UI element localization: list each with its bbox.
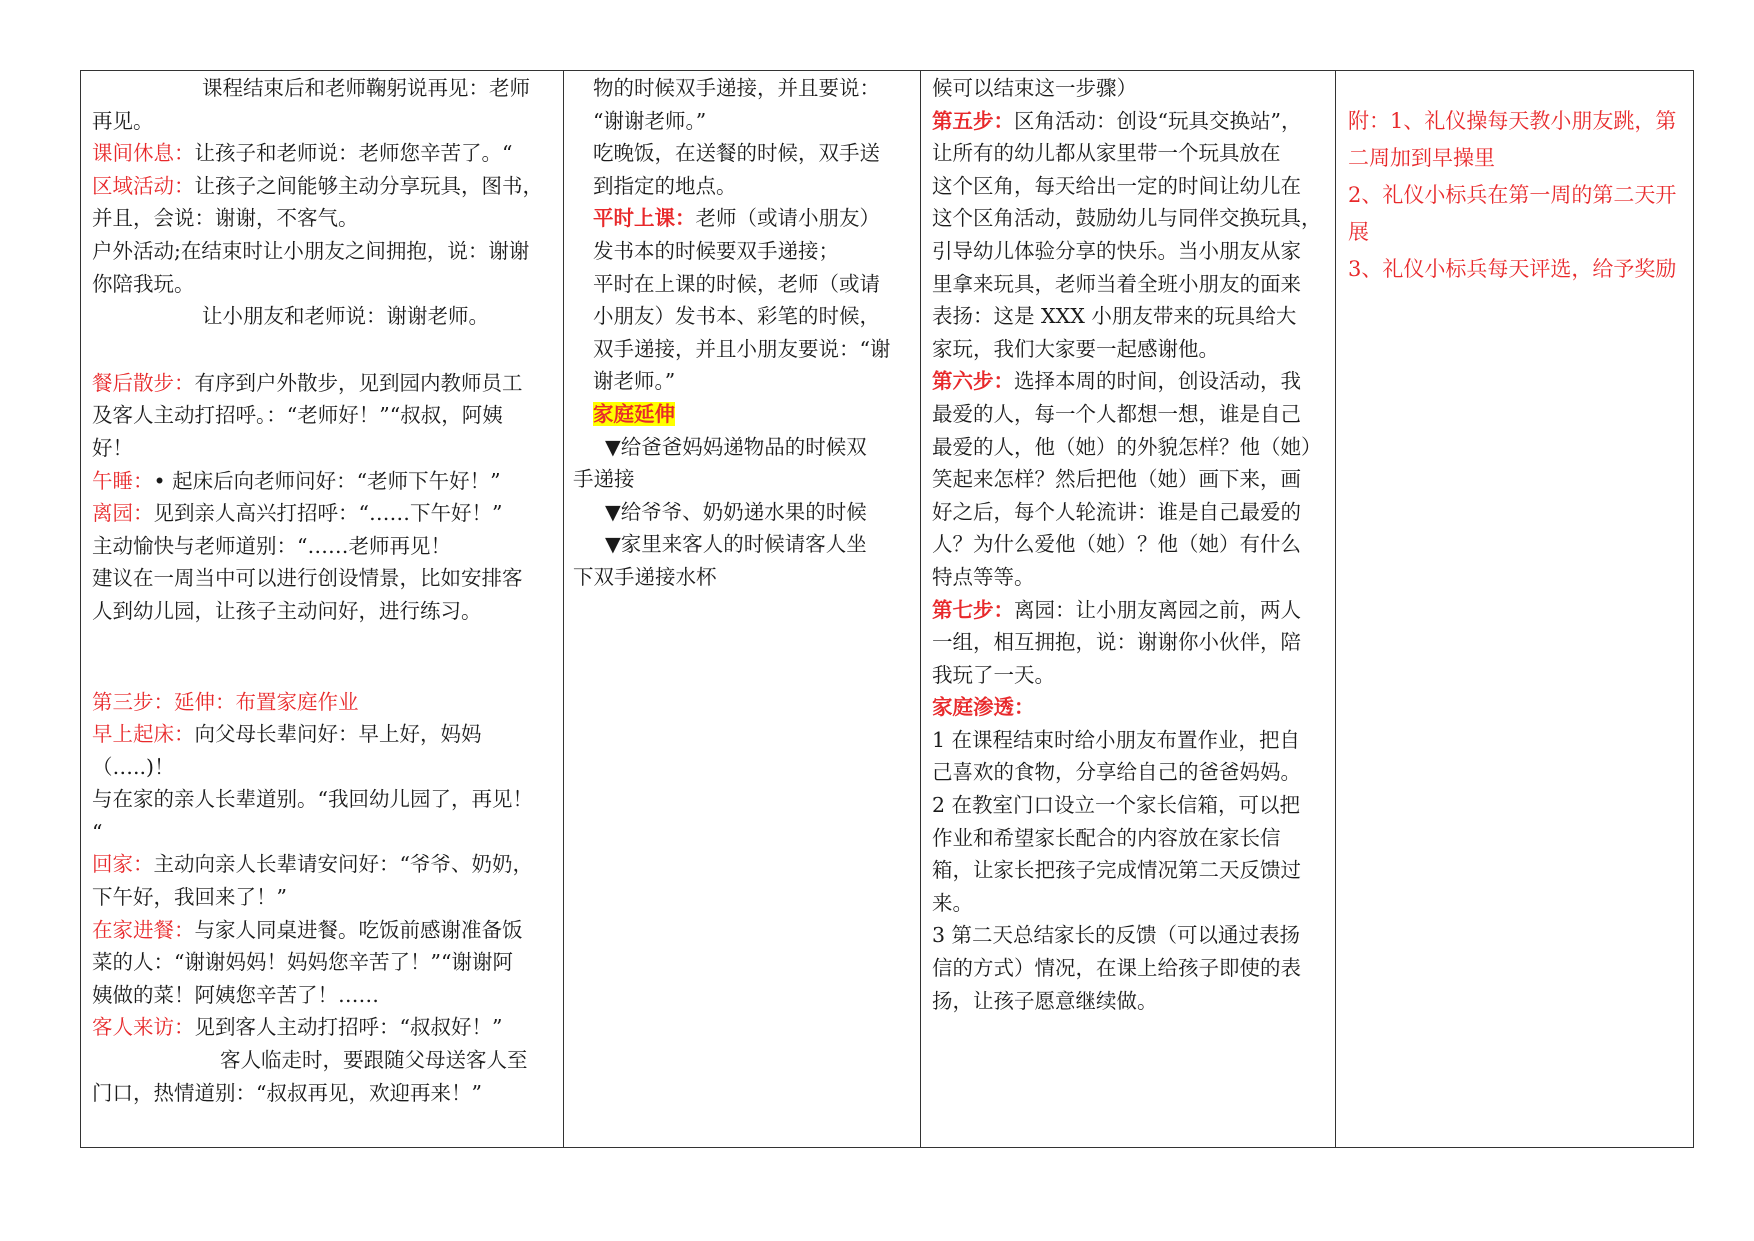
- text-line: [573, 398, 912, 431]
- text-line: [932, 528, 1327, 561]
- line-text: 2 在教室门口设立一个家长信箱，可以把: [932, 793, 1301, 818]
- text-line: [92, 1044, 555, 1077]
- line-text: 己喜欢的食物，分享给自己的爸爸妈妈。: [932, 760, 1301, 785]
- line-text: 家玩，我们大家要一起感谢他。: [932, 336, 1219, 361]
- text-line: [92, 946, 555, 979]
- section-label: 第五步：: [932, 108, 1014, 133]
- line-text: 作业和希望家长配合的内容放在家长信: [932, 825, 1281, 850]
- text-line: [92, 170, 555, 203]
- text-line: [92, 72, 555, 105]
- line-text: 离园：让小朋友离园之前，两人: [1014, 597, 1301, 622]
- line-text: 引导幼儿体验分享的快乐。当小朋友从家: [932, 238, 1301, 263]
- text-line: [573, 105, 912, 138]
- line-text: 让所有的幼儿都从家里带一个玩具放在: [932, 141, 1281, 166]
- text-line: [932, 822, 1327, 855]
- line-text: 扬，让孩子愿意继续做。: [932, 988, 1158, 1013]
- line-text: 见到亲人高兴打招呼：“……下午好！”: [153, 501, 503, 526]
- line-text: 并且，会说：谢谢，不客气。: [92, 206, 359, 231]
- line-text: • 起床后向老师问好：“老师下午好！”: [153, 468, 501, 493]
- line-text: 菜的人：“谢谢妈妈！妈妈您辛苦了！”“谢谢阿: [92, 950, 513, 975]
- line-text: 选择本周的时间，创设活动，我: [1014, 369, 1301, 394]
- table-column-1: [81, 71, 564, 1147]
- section-label: 客人来访：: [92, 1015, 195, 1040]
- text-line: [92, 914, 555, 947]
- text-line: [932, 137, 1327, 170]
- text-line: [932, 300, 1327, 333]
- text-line: [932, 333, 1327, 366]
- text-line: [573, 170, 912, 203]
- line-text: 有序到户外散步，见到园内教师员工: [194, 370, 523, 395]
- line-text: 客人临走时，要跟随父母送客人至: [220, 1048, 528, 1073]
- section-label: 课间休息：: [92, 141, 195, 166]
- line-text: 人？为什么爱他（她）？他（她）有什么: [932, 532, 1301, 557]
- line-text: 一组，相互拥抱，说：谢谢你小伙伴，陪: [932, 630, 1301, 655]
- text-line: [932, 72, 1327, 105]
- line-text: 到指定的地点。: [593, 173, 737, 198]
- text-line: [92, 816, 555, 849]
- line-text: 主动向亲人长辈请安问好：“爷爷、奶奶，: [153, 852, 533, 877]
- text-line: [92, 1011, 555, 1044]
- text-line: [573, 528, 912, 561]
- text-line: [932, 594, 1327, 627]
- text-line: [932, 887, 1327, 920]
- line-text: 1 在课程结束时给小朋友布置作业，把自: [932, 727, 1301, 752]
- line-text: 3 第二天总结家长的反馈（可以通过表扬: [932, 923, 1301, 948]
- line-text: 你陪我玩。: [92, 271, 195, 296]
- note-line: 二周加到早操里: [1348, 146, 1495, 170]
- line-text: 让孩子之间能够主动分享玩具，图书，: [194, 173, 543, 198]
- line-text: 谢老师。”: [593, 369, 676, 394]
- section-label: 早上起床：: [92, 722, 195, 747]
- text-line: [92, 268, 555, 301]
- line-text: 特点等等。: [932, 564, 1035, 589]
- line-text: 课程结束后和老师鞠躬说再见：老师: [202, 76, 530, 100]
- section-label: 区域活动：: [92, 173, 195, 198]
- section-label: 离园：: [92, 501, 154, 526]
- text-line: [932, 202, 1327, 235]
- line-text: 这个区角活动，鼓励幼儿与同伴交换玩具，: [932, 206, 1322, 231]
- text-line: [92, 105, 555, 138]
- text-line: [573, 268, 912, 301]
- text-line: [932, 398, 1327, 431]
- line-text: 发书本的时候要双手递接；: [593, 238, 839, 263]
- text-line: [932, 365, 1327, 398]
- line-text: 及客人主动打招呼。：“老师好！”“叔叔，阿姨: [92, 403, 503, 428]
- text-line: [92, 432, 555, 465]
- line-text: 最爱的人，每一个人都想一想，谁是自己: [932, 401, 1301, 426]
- line-text: 平时在上课的时候，老师（或请: [593, 271, 880, 296]
- line-text: ▼给爸爸妈妈递物品的时候双: [605, 434, 867, 459]
- note-line: 附：1、礼仪操每天教小朋友跳，第: [1348, 109, 1677, 133]
- text-line: [932, 854, 1327, 887]
- line-text: 下双手递接水杯: [573, 564, 717, 589]
- table-column-4: [1336, 71, 1693, 1147]
- text-line: [932, 626, 1327, 659]
- text-line: [932, 952, 1327, 985]
- line-text: 老师（或请小朋友）: [695, 206, 880, 231]
- section-label: 第七步：: [932, 597, 1014, 622]
- line-text: 笑起来怎样？然后把他（她）画下来，画: [932, 467, 1301, 492]
- text-line: [92, 497, 555, 530]
- section-label: 午睡：: [92, 468, 154, 493]
- text-line: [932, 105, 1327, 138]
- line-text: 再见。: [92, 108, 154, 133]
- text-line: [92, 751, 555, 784]
- text-line: [92, 881, 555, 914]
- text-line: [932, 919, 1327, 952]
- section-label: 餐后散步：: [92, 370, 195, 395]
- line-text: 让孩子和老师说：老师您辛苦了。“: [194, 141, 513, 166]
- line-text: 让小朋友和老师说：谢谢老师。: [202, 304, 489, 329]
- note-line: 2、礼仪小标兵在第一周的第二天开: [1348, 183, 1677, 207]
- line-text: （…..)！: [92, 754, 175, 779]
- line-text: 表扬：这是 XXX 小朋友带来的玩具给大: [932, 304, 1297, 329]
- text-line: [932, 789, 1327, 822]
- line-text: 物的时候双手递接，并且要说：: [593, 76, 880, 100]
- line-text: 我玩了一天。: [932, 662, 1055, 687]
- text-line: [92, 367, 555, 400]
- line-text: 来。: [932, 890, 973, 915]
- line-text: 与在家的亲人长辈道别。“我回幼儿园了，再见！: [92, 787, 533, 812]
- text-line: [92, 686, 555, 719]
- text-line: [573, 72, 912, 105]
- line-text: 区角活动：创设“玩具交换站”，: [1014, 108, 1302, 133]
- line-text: 好！: [92, 435, 133, 460]
- text-line: [932, 691, 1327, 724]
- text-line: [573, 431, 912, 464]
- line-text: 主动愉快与老师道别：“……老师再见！: [92, 533, 451, 558]
- text-line: [573, 365, 912, 398]
- text-line: [92, 530, 555, 563]
- section-label: 平时上课：: [593, 206, 696, 231]
- section-label: 第三步：延伸：布置家庭作业: [92, 689, 359, 714]
- text-line: [932, 268, 1327, 301]
- text-line: [92, 399, 555, 432]
- text-line: [573, 300, 912, 333]
- text-line: [573, 496, 912, 529]
- text-line: [932, 431, 1327, 464]
- text-line: [92, 718, 555, 751]
- text-line: [92, 235, 555, 268]
- text-line: [932, 756, 1327, 789]
- text-line: [92, 465, 555, 498]
- text-line: [92, 595, 555, 628]
- text-line: [932, 463, 1327, 496]
- lesson-plan-table: [80, 70, 1694, 1148]
- text-line: [92, 1077, 555, 1110]
- section-label: 在家进餐：: [92, 917, 195, 942]
- text-line: [92, 562, 555, 595]
- line-text: 箱，让家长把孩子完成情况第二天反馈过: [932, 858, 1301, 883]
- text-line: [573, 202, 912, 235]
- line-text: 下午好，我回来了！”: [92, 885, 287, 910]
- text-line: [92, 783, 555, 816]
- text-line: [932, 170, 1327, 203]
- note-line: 展: [1348, 220, 1369, 244]
- text-line: [573, 463, 912, 496]
- note-line: 3、礼仪小标兵每天评选，给予奖励: [1348, 257, 1677, 281]
- table-column-2: [564, 71, 921, 1147]
- line-text: “: [92, 819, 103, 844]
- text-line: [932, 985, 1327, 1018]
- line-text: 这个区角，每天给出一定的时间让幼儿在: [932, 173, 1301, 198]
- line-text: ▼家里来客人的时候请客人坐: [605, 532, 867, 557]
- line-text: 吃晚饭，在送餐的时候，双手送: [593, 141, 880, 166]
- line-text: 候可以结束这一步骤）: [932, 76, 1137, 100]
- spacer: [92, 333, 555, 367]
- text-line: [573, 137, 912, 170]
- text-line: [92, 137, 555, 170]
- line-text: 门口，热情道别：“叔叔再见，欢迎再来！”: [92, 1080, 482, 1105]
- line-text: 与家人同桌进餐。吃饭前感谢准备饭: [194, 917, 523, 942]
- text-line: [932, 561, 1327, 594]
- text-line: [573, 561, 912, 594]
- line-text: 向父母长辈问好：早上好，妈妈: [194, 722, 482, 747]
- text-line: [932, 496, 1327, 529]
- text-line: [573, 333, 912, 366]
- line-text: 手递接: [573, 467, 635, 492]
- line-text: 好之后，每个人轮流讲：谁是自己最爱的: [932, 499, 1301, 524]
- section-label: 第六步：: [932, 369, 1014, 394]
- line-text: 人到幼儿园，让孩子主动问好，进行练习。: [92, 598, 482, 623]
- spacer: [92, 628, 555, 686]
- text-line: [932, 724, 1327, 757]
- table-column-3: [921, 71, 1336, 1147]
- line-text: 见到客人主动打招呼：“叔叔好！”: [194, 1015, 503, 1040]
- text-line: [92, 300, 555, 333]
- line-text: 小朋友）发书本、彩笔的时候，: [593, 304, 880, 329]
- line-text: ▼给爷爷、奶奶递水果的时候: [605, 499, 867, 524]
- line-text: 建议在一周当中可以进行创设情景，比如安排客: [92, 566, 523, 591]
- section-label: 家庭渗透：: [932, 695, 1035, 720]
- line-text: 信的方式）情况，在课上给孩子即使的表: [932, 956, 1301, 981]
- line-text: 姨做的菜！阿姨您辛苦了！……: [92, 982, 379, 1007]
- text-line: [92, 979, 555, 1012]
- section-label: 家庭延伸: [593, 401, 675, 426]
- line-text: “谢谢老师。”: [593, 108, 707, 133]
- line-text: 户外活动;在结束时让小朋友之间拥抱，说：谢谢: [92, 238, 530, 263]
- section-label: 回家：: [92, 852, 154, 877]
- text-line: [932, 235, 1327, 268]
- text-line: [932, 659, 1327, 692]
- text-line: [92, 848, 555, 881]
- line-text: 双手递接，并且小朋友要说：“谢: [593, 336, 891, 361]
- line-text: 最爱的人，他（她）的外貌怎样？他（她）: [932, 434, 1322, 459]
- line-text: 里拿来玩具，老师当着全班小朋友的面来: [932, 271, 1301, 296]
- text-line: [573, 235, 912, 268]
- text-line: [92, 202, 555, 235]
